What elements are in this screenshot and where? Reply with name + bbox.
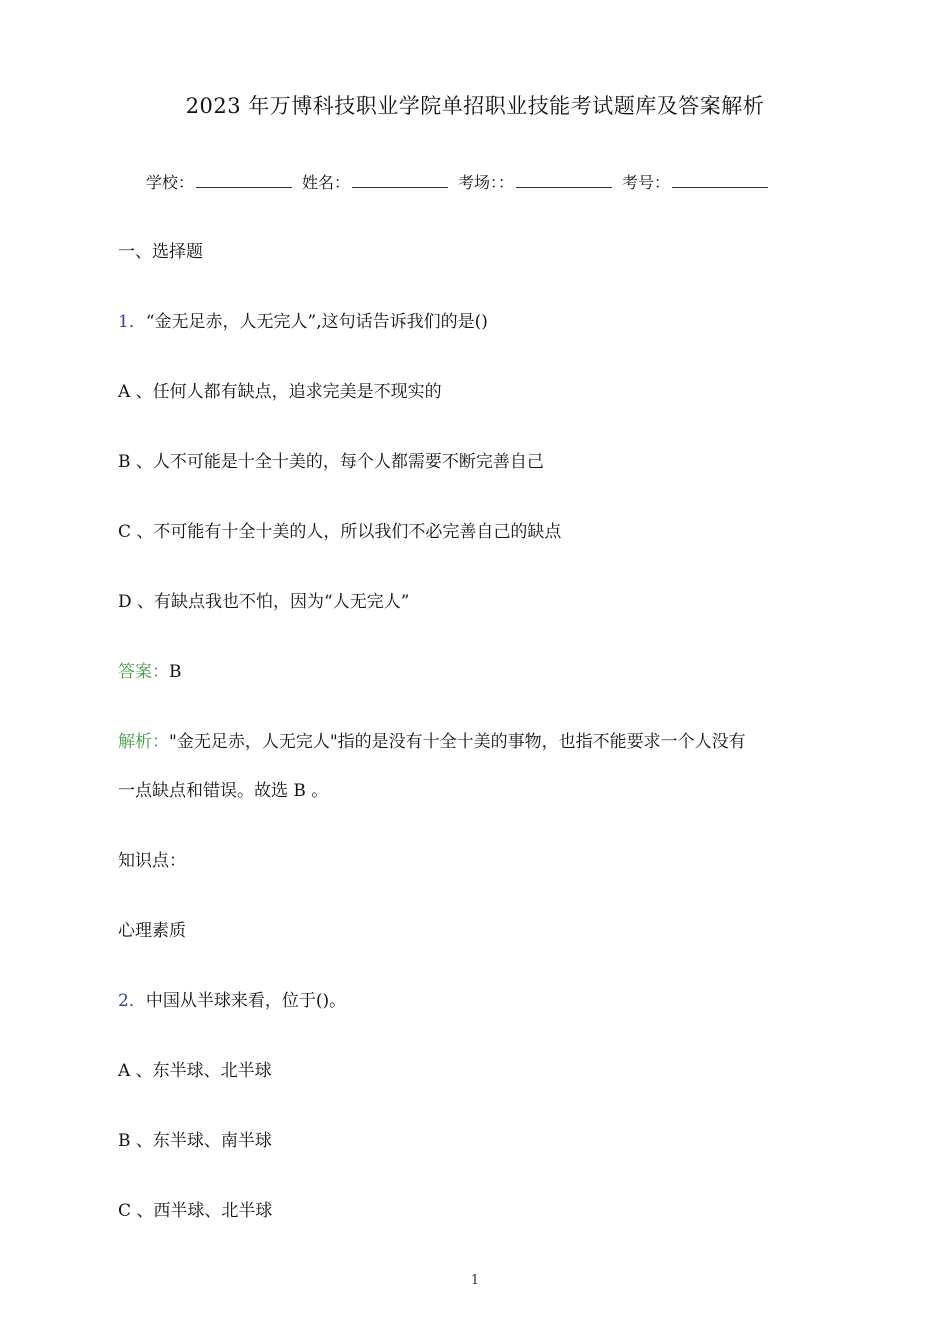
school-field	[146, 170, 292, 193]
question-1-option-b: B 、人不可能是十全十美的，每个人都需要不断完善自己	[118, 452, 544, 472]
question-1-stem: “金无足赤，人无完人”,这句话告诉我们的是()	[145, 312, 488, 332]
analysis-text-line-2: 一点缺点和错误。故选 B 。	[118, 781, 329, 801]
question-2-stem: 中国从半球来看，位于()。	[145, 991, 347, 1011]
question-1	[118, 307, 838, 332]
question-1-number: 1．	[118, 312, 146, 332]
question-1-option-a: A 、任何人都有缺点，追求完美是不现实的	[118, 382, 442, 402]
school-blank	[196, 173, 292, 188]
section-heading: 一、选择题	[118, 242, 203, 262]
room-label: 考场：：	[458, 173, 515, 192]
number-blank	[672, 173, 768, 188]
name-label: 姓名：	[302, 173, 351, 192]
name-blank	[352, 173, 448, 188]
document-title: 2023 年万博科技职业学院单招职业技能考试题库及答案解析	[185, 94, 765, 118]
student-info-row	[146, 170, 826, 193]
analysis-label: 解析：	[118, 732, 169, 752]
knowledge-value: 心理素质	[118, 921, 186, 941]
question-2	[118, 986, 838, 1011]
answer-value: B	[169, 662, 182, 682]
question-2-option-a: A 、东半球、北半球	[118, 1061, 272, 1081]
room-field	[458, 170, 612, 193]
question-2-option-c: C 、西半球、北半球	[118, 1201, 273, 1221]
school-label: 学校：	[146, 173, 195, 192]
page-number: 1	[470, 1273, 480, 1288]
room-blank	[516, 173, 612, 188]
name-field	[302, 170, 448, 193]
analysis-text-line-1: "金无足赤，人无完人"指的是没有十全十美的事物，也指不能要求一个人没有	[169, 732, 746, 752]
number-label: 考号：	[622, 173, 671, 192]
question-1-option-c: C 、不可能有十全十美的人，所以我们不必完善自己的缺点	[118, 522, 562, 542]
question-1-analysis	[118, 727, 838, 752]
number-field	[622, 170, 768, 193]
question-1-option-d: D 、有缺点我也不怕，因为“人无完人”	[118, 592, 410, 612]
question-2-option-b: B 、东半球、南半球	[118, 1131, 272, 1151]
knowledge-label: 知识点：	[118, 851, 186, 871]
question-1-answer	[118, 657, 838, 682]
question-2-number: 2．	[118, 991, 146, 1011]
answer-label: 答案：	[118, 662, 169, 682]
